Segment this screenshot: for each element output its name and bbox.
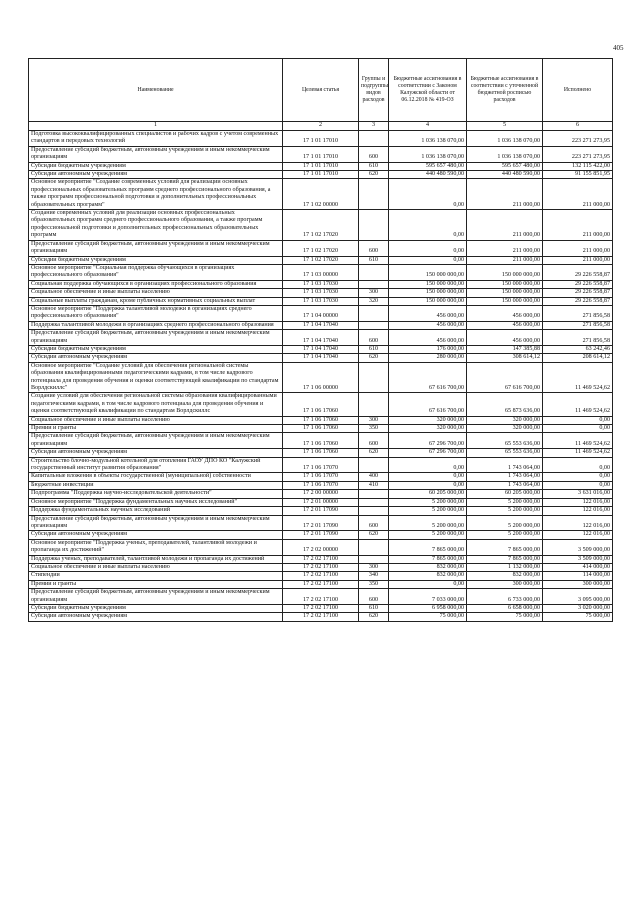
row-expense-type	[359, 507, 389, 515]
row-revised-amount: 65 553 636,00	[467, 449, 543, 457]
row-law-amount: 0,00	[389, 240, 467, 256]
row-expense-type	[359, 457, 389, 473]
row-expense-type: 350	[359, 580, 389, 588]
row-executed-amount: 3 631 016,00	[543, 490, 613, 498]
table-row	[29, 515, 613, 531]
row-code: 17 1 03 17030	[283, 280, 359, 288]
row-revised-amount: 1 743 064,00	[467, 481, 543, 489]
table-row	[29, 179, 613, 210]
row-name: Социальные выплаты гражданам, кроме публичных нормативных социальных выплат	[29, 297, 283, 305]
row-law-amount: 60 205 000,00	[389, 490, 467, 498]
row-executed-amount: 3 509 000,00	[543, 555, 613, 563]
row-name: Основное мероприятие "Поддержка талантливой молодежи в организациях среднего профессионального образования"	[29, 305, 283, 321]
row-expense-type	[359, 490, 389, 498]
row-code: 17 1 06 17060	[283, 433, 359, 449]
row-expense-type	[359, 264, 389, 280]
row-code: 17 2 02 17100	[283, 604, 359, 612]
table-row	[29, 362, 613, 393]
row-expense-type: 300	[359, 416, 389, 424]
row-name: Социальное обеспечение и иные выплаты населению	[29, 563, 283, 571]
table-row	[29, 256, 613, 264]
row-code: 17 1 03 00000	[283, 264, 359, 280]
row-revised-amount: 300 000,00	[467, 580, 543, 588]
table-row	[29, 354, 613, 362]
row-name: Субсидии автономным учреждениям	[29, 171, 283, 179]
row-expense-type: 600	[359, 146, 389, 162]
row-expense-type	[359, 321, 389, 329]
row-executed-amount: 300 000,00	[543, 580, 613, 588]
row-name: Субсидии бюджетным учреждениям	[29, 162, 283, 170]
row-revised-amount: 7 865 000,00	[467, 539, 543, 555]
row-revised-amount: 211 000,00	[467, 210, 543, 241]
row-revised-amount: 147 385,88	[467, 345, 543, 353]
row-expense-type	[359, 305, 389, 321]
row-name: Субсидии бюджетным учреждениям	[29, 604, 283, 612]
row-expense-type: 350	[359, 425, 389, 433]
row-code: 17 1 06 17070	[283, 457, 359, 473]
table-row	[29, 589, 613, 605]
row-name: Предоставление субсидий бюджетным, автономным учреждениям и иным некоммерческим организациям	[29, 433, 283, 449]
row-code: 17 1 03 17030	[283, 297, 359, 305]
row-code: 17 1 04 00000	[283, 305, 359, 321]
row-code: 17 1 02 17020	[283, 256, 359, 264]
row-code: 17 1 04 17040	[283, 330, 359, 346]
row-law-amount: 150 000 000,00	[389, 280, 467, 288]
header-name: Наименование	[29, 59, 283, 122]
row-name: Бюджетные инвестиции	[29, 481, 283, 489]
row-executed-amount: 271 856,58	[543, 330, 613, 346]
row-law-amount: 5 200 000,00	[389, 515, 467, 531]
row-code: 17 1 02 17020	[283, 240, 359, 256]
row-executed-amount: 11 469 524,62	[543, 433, 613, 449]
row-code: 17 2 02 17100	[283, 589, 359, 605]
row-revised-amount: 5 200 000,00	[467, 498, 543, 506]
row-revised-amount: 1 036 138 070,00	[467, 131, 543, 147]
table-row	[29, 146, 613, 162]
row-executed-amount: 122 016,00	[543, 507, 613, 515]
row-revised-amount: 456 000,00	[467, 305, 543, 321]
row-revised-amount: 150 000 000,00	[467, 289, 543, 297]
table-row	[29, 305, 613, 321]
row-code: 17 2 00 00000	[283, 490, 359, 498]
table-row	[29, 297, 613, 305]
row-law-amount: 5 200 000,00	[389, 507, 467, 515]
row-name: Субсидии бюджетным учреждениям	[29, 345, 283, 353]
row-code: 17 1 01 17010	[283, 131, 359, 147]
row-code: 17 1 04 17040	[283, 321, 359, 329]
header-revised: Бюджетные ассигнования в соответствии с уточненной бюджетной росписью расходов	[467, 59, 543, 122]
row-law-amount: 7 033 000,00	[389, 589, 467, 605]
column-number-row	[29, 122, 613, 131]
row-executed-amount: 29 226 558,87	[543, 289, 613, 297]
row-code: 17 1 03 17030	[283, 289, 359, 297]
row-expense-type: 610	[359, 162, 389, 170]
row-executed-amount: 75 000,00	[543, 613, 613, 621]
row-law-amount: 0,00	[389, 256, 467, 264]
row-revised-amount: 6 658 000,00	[467, 604, 543, 612]
header-vr: Группы и подгруппы видов расходов	[359, 59, 389, 122]
row-code: 17 2 02 17100	[283, 580, 359, 588]
row-code: 17 2 01 17090	[283, 507, 359, 515]
row-name: Субсидии бюджетным учреждениям	[29, 256, 283, 264]
row-law-amount: 832 000,00	[389, 563, 467, 571]
table-row	[29, 481, 613, 489]
header-law: Бюджетные ассигнования в соответствии с Законом Калужской области от 06.12.2018 № 419-ОЗ	[389, 59, 467, 122]
row-name: Социальная поддержка обучающихся в организациях профессионального образования	[29, 280, 283, 288]
column-number: 6	[543, 122, 613, 131]
row-code: 17 1 06 17060	[283, 425, 359, 433]
row-code: 17 2 02 17100	[283, 613, 359, 621]
row-revised-amount: 6 733 000,00	[467, 589, 543, 605]
row-law-amount: 0,00	[389, 210, 467, 241]
row-revised-amount: 456 000,00	[467, 330, 543, 346]
row-law-amount: 1 036 138 070,00	[389, 146, 467, 162]
row-name: Основное мероприятие "Создание современных условий для реализации основных профессиональных образовательных программ среднего профессионального образования, а также программ профессиональной подготовки и дополнительных профессиональных образовательных программ"	[29, 179, 283, 210]
table-row	[29, 289, 613, 297]
header-executed: Исполнено	[543, 59, 613, 122]
row-law-amount: 280 000,00	[389, 354, 467, 362]
row-expense-type	[359, 210, 389, 241]
row-revised-amount: 60 205 000,00	[467, 490, 543, 498]
row-code: 17 1 04 17040	[283, 354, 359, 362]
table-row	[29, 171, 613, 179]
row-executed-amount: 0,00	[543, 481, 613, 489]
row-expense-type: 610	[359, 604, 389, 612]
row-code: 17 2 01 17090	[283, 515, 359, 531]
row-law-amount: 0,00	[389, 179, 467, 210]
table-row	[29, 555, 613, 563]
column-number: 3	[359, 122, 389, 131]
row-law-amount: 456 000,00	[389, 305, 467, 321]
row-expense-type: 300	[359, 563, 389, 571]
row-executed-amount: 122 016,00	[543, 531, 613, 539]
row-name: Предоставление субсидий бюджетным, автономным учреждениям и иным некоммерческим организациям	[29, 330, 283, 346]
row-revised-amount: 1 036 138 070,00	[467, 146, 543, 162]
row-name: Создание условий для обеспечения региональной системы образования квалифицированными педагогическими кадрами, в том числе кадрового потенциала для проведения обучения и оценки соответствующей квалификации по стандартам Ворлдскиллс	[29, 393, 283, 416]
row-executed-amount: 11 469 524,62	[543, 393, 613, 416]
row-code: 17 1 01 17010	[283, 146, 359, 162]
row-executed-amount: 122 016,00	[543, 515, 613, 531]
row-revised-amount: 7 865 000,00	[467, 555, 543, 563]
table-row	[29, 490, 613, 498]
table-row	[29, 321, 613, 329]
row-revised-amount: 150 000 000,00	[467, 280, 543, 288]
row-code: 17 2 02 17100	[283, 563, 359, 571]
row-law-amount: 7 865 000,00	[389, 555, 467, 563]
row-executed-amount: 63 242,46	[543, 345, 613, 353]
row-law-amount: 67 296 700,00	[389, 433, 467, 449]
table-row	[29, 330, 613, 346]
row-revised-amount: 65 553 636,00	[467, 433, 543, 449]
table-row	[29, 457, 613, 473]
row-code: 17 1 06 00000	[283, 362, 359, 393]
row-expense-type: 410	[359, 481, 389, 489]
row-law-amount: 75 000,00	[389, 613, 467, 621]
row-expense-type: 620	[359, 171, 389, 179]
row-name: Основное мероприятие "Социальная поддержка обучающихся в организациях профессионального образования"	[29, 264, 283, 280]
row-code: 17 2 01 17090	[283, 531, 359, 539]
row-name: Социальное обеспечение и иные выплаты населению	[29, 416, 283, 424]
column-number: 4	[389, 122, 467, 131]
row-law-amount: 0,00	[389, 481, 467, 489]
row-revised-amount: 5 200 000,00	[467, 507, 543, 515]
row-name: Подпрограмма "Поддержка научно-исследовательской деятельности"	[29, 490, 283, 498]
row-law-amount: 6 958 000,00	[389, 604, 467, 612]
row-revised-amount: 211 000,00	[467, 240, 543, 256]
row-expense-type: 620	[359, 531, 389, 539]
table-row	[29, 531, 613, 539]
table-body	[29, 131, 613, 622]
row-name: Предоставление субсидий бюджетным, автономным учреждениям и иным некоммерческим организациям	[29, 515, 283, 531]
row-executed-amount: 29 226 558,87	[543, 297, 613, 305]
row-revised-amount: 211 000,00	[467, 179, 543, 210]
row-executed-amount: 29 226 558,87	[543, 280, 613, 288]
row-name: Основное мероприятие "Поддержка фундаментальных научных исследований"	[29, 498, 283, 506]
row-name: Поддержка фундаментальных научных исследований	[29, 507, 283, 515]
row-law-amount: 440 480 590,00	[389, 171, 467, 179]
row-name: Стипендии	[29, 572, 283, 580]
row-law-amount: 0,00	[389, 473, 467, 481]
row-revised-amount: 832 000,00	[467, 572, 543, 580]
row-executed-amount: 0,00	[543, 473, 613, 481]
row-executed-amount: 3 020 000,00	[543, 604, 613, 612]
row-law-amount: 0,00	[389, 580, 467, 588]
row-expense-type: 300	[359, 289, 389, 297]
row-revised-amount: 1 743 064,00	[467, 457, 543, 473]
row-revised-amount: 320 000,00	[467, 416, 543, 424]
row-revised-amount: 456 000,00	[467, 321, 543, 329]
row-expense-type: 600	[359, 589, 389, 605]
row-executed-amount: 3 095 000,00	[543, 589, 613, 605]
row-expense-type	[359, 539, 389, 555]
row-revised-amount: 5 200 000,00	[467, 531, 543, 539]
row-law-amount: 150 000 000,00	[389, 297, 467, 305]
row-revised-amount: 1 132 000,00	[467, 563, 543, 571]
row-executed-amount: 208 614,12	[543, 354, 613, 362]
row-name: Субсидии автономным учреждениям	[29, 613, 283, 621]
row-law-amount: 150 000 000,00	[389, 264, 467, 280]
row-executed-amount: 114 000,00	[543, 572, 613, 580]
row-name: Социальное обеспечение и иные выплаты населению	[29, 289, 283, 297]
row-law-amount: 67 296 700,00	[389, 449, 467, 457]
header-code: Целевая статья	[283, 59, 359, 122]
column-number: 2	[283, 122, 359, 131]
table-row	[29, 613, 613, 621]
row-law-amount: 595 657 480,00	[389, 162, 467, 170]
column-number: 1	[29, 122, 283, 131]
row-expense-type: 340	[359, 572, 389, 580]
row-executed-amount: 3 509 000,00	[543, 539, 613, 555]
row-code: 17 1 02 17020	[283, 210, 359, 241]
row-expense-type: 320	[359, 297, 389, 305]
row-name: Основное мероприятие "Поддержка ученых, преподавателей, талантливой молодежи и пропаганда их достижений"	[29, 539, 283, 555]
row-code: 17 1 06 17060	[283, 416, 359, 424]
row-name: Создание современных условий для реализации основных профессиональных образовательных программ среднего профессионального образования, а также программ профессиональной подготовки и дополнительных профессиональных образовательных программ	[29, 210, 283, 241]
row-law-amount: 150 000 000,00	[389, 289, 467, 297]
row-law-amount: 7 865 000,00	[389, 539, 467, 555]
row-revised-amount: 320 000,00	[467, 425, 543, 433]
row-executed-amount: 11 469 524,62	[543, 449, 613, 457]
row-revised-amount: 150 000 000,00	[467, 264, 543, 280]
table-row	[29, 210, 613, 241]
row-name: Капитальные вложения в объекты государственной (муниципальной) собственности	[29, 473, 283, 481]
row-code: 17 1 06 17070	[283, 473, 359, 481]
table-row	[29, 449, 613, 457]
table-row	[29, 563, 613, 571]
table-row	[29, 498, 613, 506]
row-law-amount: 456 000,00	[389, 330, 467, 346]
row-expense-type: 600	[359, 433, 389, 449]
row-expense-type	[359, 131, 389, 147]
row-revised-amount: 5 200 000,00	[467, 515, 543, 531]
row-expense-type	[359, 280, 389, 288]
row-expense-type	[359, 393, 389, 416]
row-name: Предоставление субсидий бюджетным, автономным учреждениям и иным некоммерческим организациям	[29, 146, 283, 162]
row-executed-amount: 29 226 558,87	[543, 264, 613, 280]
row-expense-type: 600	[359, 515, 389, 531]
table-row	[29, 507, 613, 515]
row-executed-amount: 132 115 422,00	[543, 162, 613, 170]
row-code: 17 1 04 17040	[283, 345, 359, 353]
row-code: 17 1 06 17070	[283, 481, 359, 489]
row-code: 17 1 06 17060	[283, 449, 359, 457]
row-law-amount: 832 000,00	[389, 572, 467, 580]
row-name: Субсидии автономным учреждениям	[29, 449, 283, 457]
row-expense-type: 620	[359, 613, 389, 621]
row-revised-amount: 308 614,12	[467, 354, 543, 362]
row-law-amount: 67 616 700,00	[389, 393, 467, 416]
row-law-amount: 320 000,00	[389, 425, 467, 433]
row-executed-amount: 223 271 273,95	[543, 146, 613, 162]
table-row	[29, 604, 613, 612]
table-row	[29, 345, 613, 353]
table-row	[29, 572, 613, 580]
budget-table	[28, 58, 613, 622]
row-revised-amount: 1 743 064,00	[467, 473, 543, 481]
row-name: Субсидии автономным учреждениям	[29, 354, 283, 362]
row-name: Премии и гранты	[29, 580, 283, 588]
row-executed-amount: 271 856,58	[543, 321, 613, 329]
row-revised-amount: 150 000 000,00	[467, 297, 543, 305]
row-expense-type	[359, 498, 389, 506]
row-law-amount: 176 000,00	[389, 345, 467, 353]
row-name: Поддержка ученых, преподавателей, талантливой молодежи и пропаганда их достижений	[29, 555, 283, 563]
page-number: 405	[613, 44, 624, 52]
row-executed-amount: 11 469 524,62	[543, 362, 613, 393]
row-executed-amount: 271 856,58	[543, 305, 613, 321]
row-law-amount: 1 036 138 070,00	[389, 131, 467, 147]
row-name: Подготовка высококвалифицированных специалистов и рабочих кадров с учетом современных стандартов и передовых технологий	[29, 131, 283, 147]
table-row	[29, 416, 613, 424]
row-code: 17 2 02 17100	[283, 555, 359, 563]
row-name: Поддержка талантливой молодежи в организациях среднего профессионального образования	[29, 321, 283, 329]
row-name: Основное мероприятие "Создание условий для обеспечения региональной системы образования квалифицированными педагогическими кадрами, в том числе кадрового потенциала для проведения обучения и оценки соответствующей квалификации по стандартам Ворлдскиллс"	[29, 362, 283, 393]
table-row	[29, 162, 613, 170]
row-executed-amount: 122 016,00	[543, 498, 613, 506]
row-expense-type	[359, 362, 389, 393]
table-row	[29, 240, 613, 256]
row-expense-type: 600	[359, 240, 389, 256]
row-code: 17 1 01 17010	[283, 162, 359, 170]
row-expense-type	[359, 179, 389, 210]
table-row	[29, 433, 613, 449]
row-name: Строительство блочно-модульной котельной для отопления ГАОУ ДПО КО "Калужский государственный институт развития образования"	[29, 457, 283, 473]
row-executed-amount: 0,00	[543, 425, 613, 433]
row-executed-amount: 91 155 851,95	[543, 171, 613, 179]
row-executed-amount: 211 000,00	[543, 210, 613, 241]
row-executed-amount: 0,00	[543, 416, 613, 424]
row-revised-amount: 75 000,00	[467, 613, 543, 621]
row-code: 17 2 02 17100	[283, 572, 359, 580]
column-number: 5	[467, 122, 543, 131]
table-row	[29, 539, 613, 555]
table-row	[29, 264, 613, 280]
row-name: Субсидии автономным учреждениям	[29, 531, 283, 539]
row-law-amount: 5 200 000,00	[389, 498, 467, 506]
row-executed-amount: 211 000,00	[543, 256, 613, 264]
table-row	[29, 580, 613, 588]
row-law-amount: 5 200 000,00	[389, 531, 467, 539]
row-law-amount: 456 000,00	[389, 321, 467, 329]
row-expense-type	[359, 555, 389, 563]
row-revised-amount: 67 616 700,00	[467, 362, 543, 393]
row-code: 17 2 01 00000	[283, 498, 359, 506]
row-expense-type: 610	[359, 256, 389, 264]
row-code: 17 1 06 17060	[283, 393, 359, 416]
row-executed-amount: 414 000,00	[543, 563, 613, 571]
row-expense-type: 400	[359, 473, 389, 481]
row-revised-amount: 440 480 590,00	[467, 171, 543, 179]
row-code: 17 1 02 00000	[283, 179, 359, 210]
row-expense-type: 610	[359, 345, 389, 353]
table-row	[29, 425, 613, 433]
row-executed-amount: 0,00	[543, 457, 613, 473]
row-law-amount: 320 000,00	[389, 416, 467, 424]
row-revised-amount: 211 000,00	[467, 256, 543, 264]
row-name: Предоставление субсидий бюджетным, автономным учреждениям и иным некоммерческим организациям	[29, 589, 283, 605]
row-code: 17 2 02 00000	[283, 539, 359, 555]
row-revised-amount: 65 873 636,00	[467, 393, 543, 416]
row-name: Предоставление субсидий бюджетным, автономным учреждениям и иным некоммерческим организациям	[29, 240, 283, 256]
row-expense-type: 620	[359, 354, 389, 362]
table-row	[29, 393, 613, 416]
row-executed-amount: 223 271 273,95	[543, 131, 613, 147]
row-expense-type: 600	[359, 330, 389, 346]
row-name: Премии и гранты	[29, 425, 283, 433]
row-executed-amount: 211 000,00	[543, 179, 613, 210]
header-row	[29, 59, 613, 122]
row-law-amount: 0,00	[389, 457, 467, 473]
row-law-amount: 67 616 700,00	[389, 362, 467, 393]
row-expense-type: 620	[359, 449, 389, 457]
row-revised-amount: 595 657 480,00	[467, 162, 543, 170]
table-row	[29, 131, 613, 147]
row-code: 17 1 01 17010	[283, 171, 359, 179]
row-executed-amount: 211 000,00	[543, 240, 613, 256]
table-row	[29, 280, 613, 288]
table-row	[29, 473, 613, 481]
